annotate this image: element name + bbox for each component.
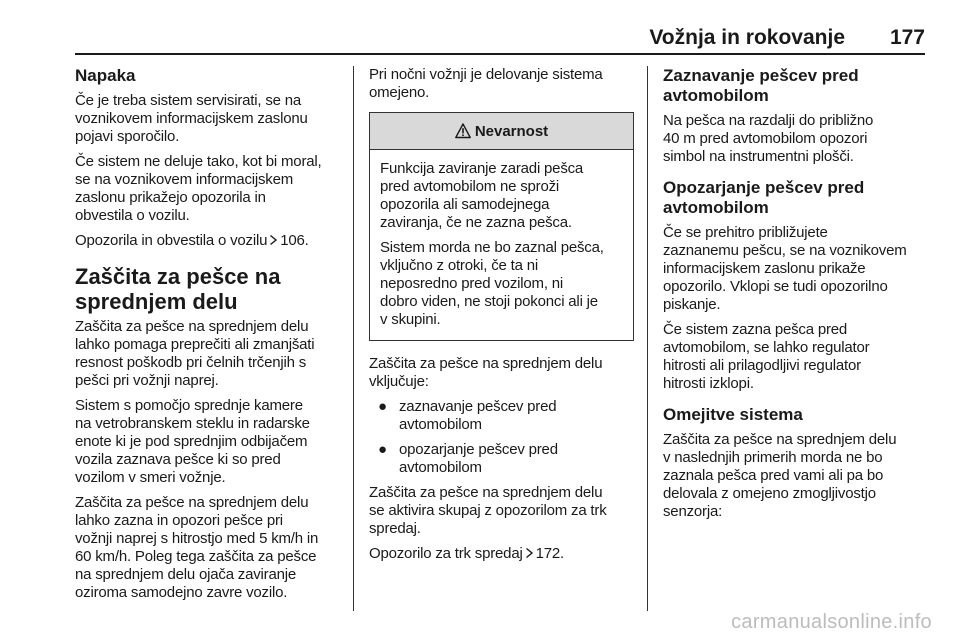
bullet-list bbox=[369, 398, 634, 477]
paragraph: Zaščita za pešce na sprednjem delu se aktivira skupaj z opozorilom za trk spredaj. bbox=[369, 484, 607, 537]
column-3 bbox=[663, 66, 928, 528]
list-item-text: opozarjanje pešcev pred avtomobilom bbox=[399, 441, 558, 476]
warning-box bbox=[369, 112, 634, 341]
paragraph: Če sistem zazna pešca pred avtomobilom, se lahko regulator hitrosti ali prilagodljivi regulator hitrosti izklopi. bbox=[663, 321, 870, 392]
list-item bbox=[369, 398, 634, 434]
heading-detection: Zaznavanje pešcev pred avtomobilom bbox=[663, 66, 859, 105]
page-header bbox=[75, 26, 925, 56]
section-title: Zaščita za pešce na sprednjem delu bbox=[75, 264, 281, 314]
warning-text: Funkcija zaviranje zaradi pešca pred avtomobilom ne sproži opozorila ali samodejnega zaviranja, če ne zazna pešca. bbox=[380, 160, 584, 231]
warning-body bbox=[370, 150, 633, 340]
paragraph-text: Opozorilo za trk spredaj bbox=[369, 545, 523, 562]
paragraph: Zaščita za pešce na sprednjem delu vključuje: bbox=[369, 355, 603, 390]
warning-header bbox=[370, 113, 633, 150]
paragraph-text: Opozorila in obvestila o vozilu bbox=[75, 232, 268, 249]
paragraph: Pri nočni vožnji je delovanje sistema omejeno. bbox=[369, 66, 603, 101]
heading-limitations: Omejitve sistema bbox=[663, 405, 803, 424]
list-item-text: zaznavanje pešcev pred avtomobilom bbox=[399, 398, 557, 433]
paragraph: Sistem s pomočjo sprednje kamere na vetrobranskem steklu in radarske enote ki je pod sprednjim odbijačem vozila zaznava pešce ki so pred vozilom v smeri vožnje. bbox=[75, 397, 310, 486]
warning-triangle-icon bbox=[455, 123, 471, 139]
column-divider bbox=[647, 66, 648, 611]
column-1 bbox=[75, 66, 343, 609]
header-rule bbox=[75, 53, 925, 55]
watermark: carmanualsonline.info bbox=[731, 611, 932, 633]
page-reference-link[interactable]: 172. bbox=[535, 545, 565, 562]
bullet-icon: ● bbox=[378, 441, 387, 458]
chapter-title: Vožnja in rokovanje bbox=[649, 26, 845, 49]
paragraph: Zaščita za pešce na sprednjem delu lahko pomaga preprečiti ali zmanjšati resnost poškodb pri čelnih trčenjih s pešci pri vožnji naprej. bbox=[75, 318, 315, 389]
paragraph: Če se prehitro približujete zaznanemu pešcu, se na voznikovem informacijskem zaslonu prikaže opozorilo. Vklopi se tudi opozorilno piskanje. bbox=[663, 224, 907, 313]
warning-title: Nevarnost bbox=[474, 122, 549, 140]
warning-text: Sistem morda ne bo zaznal pešca, vključno z otroki, če ta ni neposredno pred vozilom, ni dobro viden, ne stoji pokonci ali je v skupini. bbox=[380, 239, 604, 328]
column-2 bbox=[369, 66, 634, 570]
paragraph-with-reference bbox=[369, 545, 634, 563]
paragraph: Zaščita za pešce na sprednjem delu v naslednjih primerih morda ne bo zaznala pešca pred vami ali pa bo delovala z omejeno zmogljivostjo senzorja: bbox=[663, 431, 897, 520]
paragraph-with-reference bbox=[75, 232, 343, 250]
paragraph: Na pešca na razdalji do približno 40 m pred avtomobilom opozori simbol na instrumentni plošči. bbox=[663, 112, 874, 165]
bullet-icon: ● bbox=[378, 398, 387, 415]
paragraph: Zaščita za pešce na sprednjem delu lahko zazna in opozori pešce pri vožnji naprej s hitrostjo med 5 km/h in 60 km/h. Poleg tega zaščita za pešce na sprednjem delu ojača zaviranje oziroma samodejno zavre vozilo. bbox=[75, 494, 319, 601]
paragraph: Če je treba sistem servisirati, se na voznikovem informacijskem zaslonu pojavi sporočilo. bbox=[75, 92, 308, 145]
heading-alert: Opozarjanje pešcev pred avtomobilom bbox=[663, 178, 865, 217]
reference-arrow-icon bbox=[525, 547, 534, 559]
list-item bbox=[369, 441, 634, 477]
heading-napaka: Napaka bbox=[75, 66, 136, 85]
paragraph: Če sistem ne deluje tako, kot bi moral, se na voznikovem informacijskem zaslonu prikažejo opozorila in obvestila o vozilu. bbox=[75, 153, 322, 224]
reference-arrow-icon bbox=[269, 234, 278, 246]
page-reference-link[interactable]: 106. bbox=[280, 232, 309, 249]
page-number: 177 bbox=[889, 26, 925, 49]
column-divider bbox=[353, 66, 354, 611]
